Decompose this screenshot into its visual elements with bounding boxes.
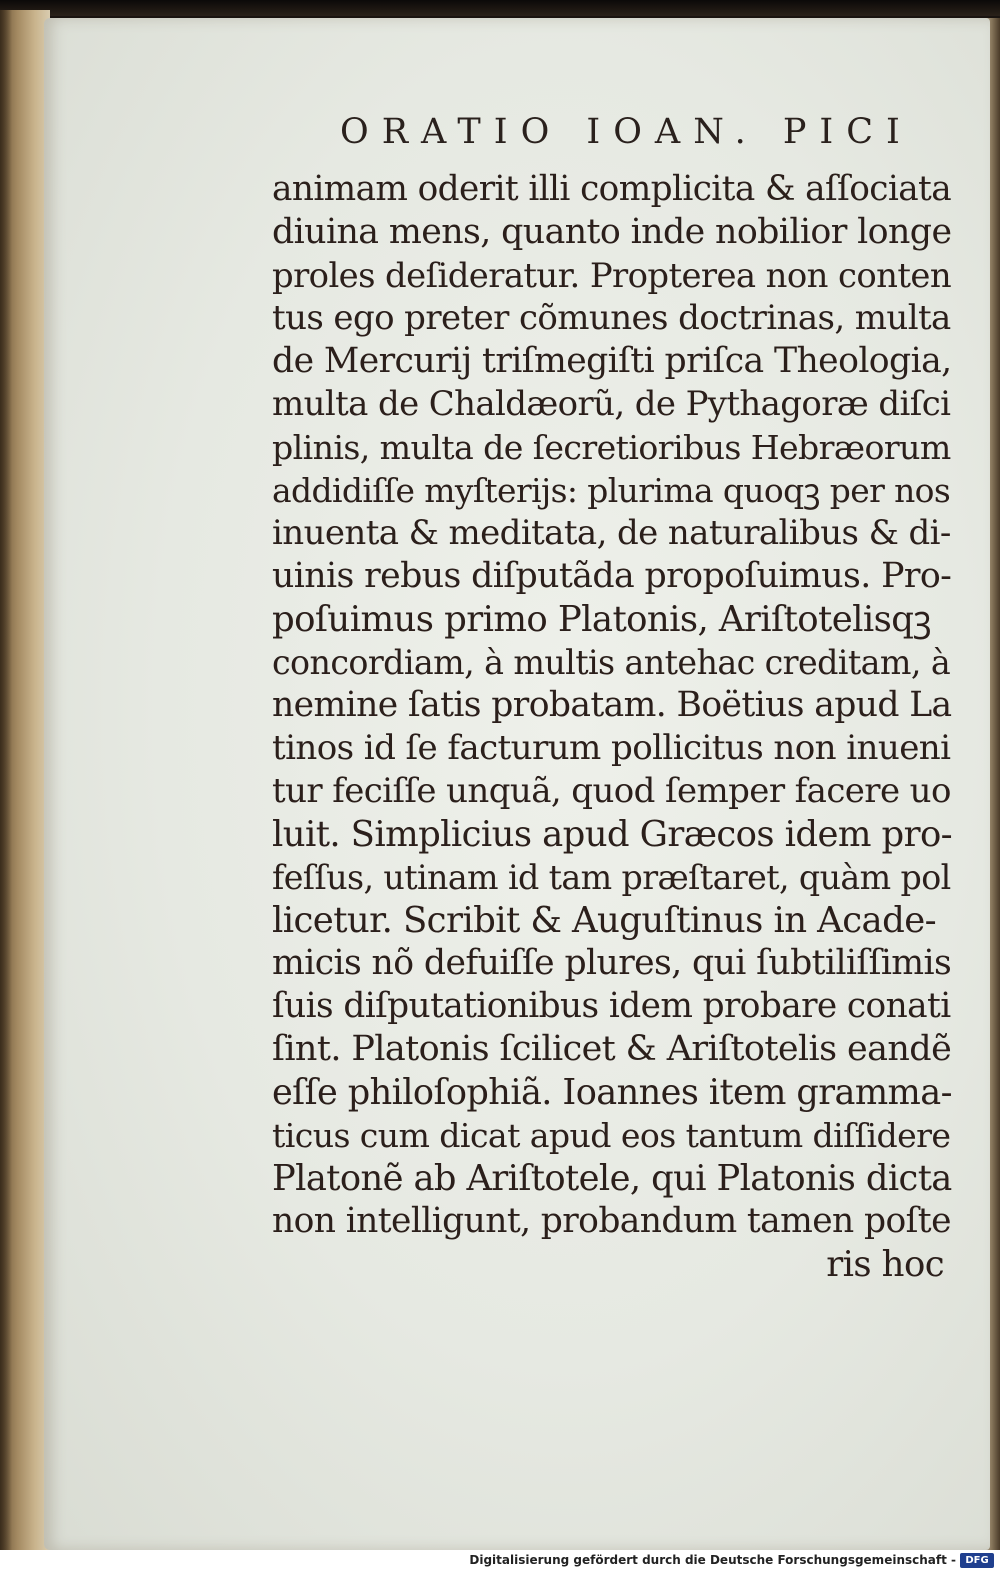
text-line: animam oderit illi complicita & aſſociata xyxy=(272,169,952,209)
text-line: de Mercurij triſmegiſti priſca Theologia, xyxy=(272,341,952,381)
catchword: ris hoc xyxy=(826,1244,944,1285)
text-line: diuina mens, quanto inde nobilior longe xyxy=(272,212,952,252)
text-line: licetur. Scribit & Auguſtinus in Acade- xyxy=(272,900,936,941)
text-line: eſſe philoſophiã. Ioannes item gramma- xyxy=(272,1072,952,1113)
funding-credit: Digitalisierung gefördert durch die Deutsche Forschungsgemeinschaft - xyxy=(469,1553,956,1567)
text-line: tinos id ſe facturum pollicitus non inueni xyxy=(272,728,951,768)
top-scan-edge xyxy=(0,0,1000,16)
text-line: proles deſideratur. Propterea non conten xyxy=(272,256,952,295)
text-line: feſſus, utinam id tam præſtaret, quàm pol xyxy=(272,858,951,897)
running-head: ORATIO IOAN. PICI xyxy=(340,112,913,152)
text-line: inuenta & meditata, de naturalibus & di- xyxy=(272,513,951,553)
text-line: micis nõ defuiſſe plures, qui ſubtiliſſimis xyxy=(272,943,952,983)
body-text xyxy=(272,168,972,1286)
text-line: uinis rebus diſputãda propoſuimus. Pro- xyxy=(272,556,952,596)
text-line: Platonẽ ab Ariſtotele, qui Platonis dicta xyxy=(272,1158,952,1199)
text-line: addidiſſe myſterijs: plurima quoqꝫ per nos xyxy=(272,471,951,510)
text-line: concordiam, à multis antehac creditam, à xyxy=(272,643,951,682)
text-line: poſuimus primo Platonis, Ariſtotelisqꝫ xyxy=(272,599,931,640)
text-line: plinis, multa de ſecretioribus Hebræorum xyxy=(272,428,951,467)
text-line: tur feciſſe unquã, quod ſemper facere uo xyxy=(272,771,951,811)
text-line: ticus cum dicat apud eos tantum diſſidere xyxy=(272,1116,951,1155)
text-line: luit. Simplicius apud Græcos idem pro- xyxy=(272,814,953,855)
text-line: ſint. Platonis ſcilicet & Ariſtotelis eandẽ xyxy=(272,1029,952,1069)
text-line: multa de Chaldæorũ, de Pythagoræ diſci xyxy=(272,384,951,424)
digitization-footer xyxy=(0,1550,1000,1571)
text-line: tus ego preter cõmunes doctrinas, multa xyxy=(272,298,951,338)
dfg-logo: DFG xyxy=(960,1553,994,1568)
book-spine-shadow xyxy=(0,10,12,1555)
text-line: nemine ſatis probatam. Boëtius apud La xyxy=(272,685,952,725)
text-line: non intelligunt, probandum tamen poſte xyxy=(272,1201,951,1241)
text-line: ſuis diſputationibus idem probare conati xyxy=(272,986,951,1026)
